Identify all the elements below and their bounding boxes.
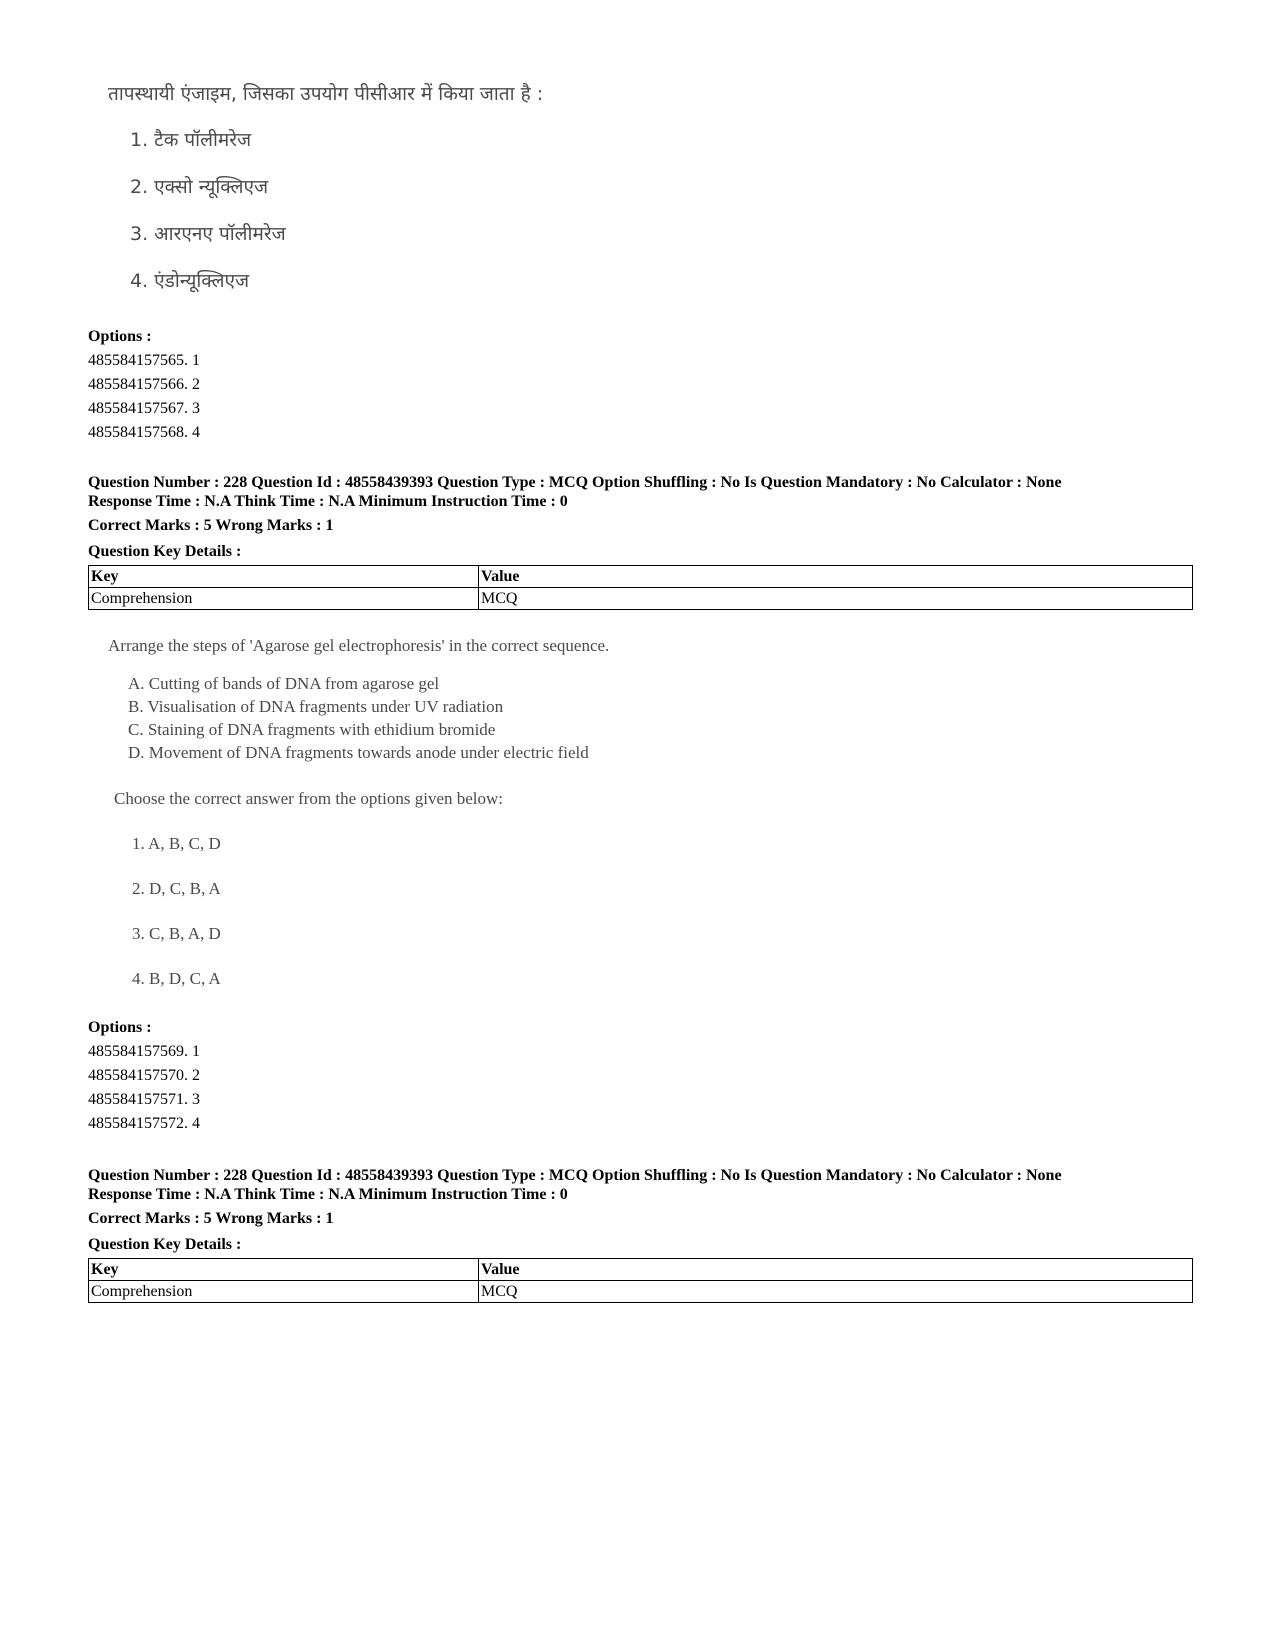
options-label: Options : xyxy=(88,328,152,345)
marks-line: Correct Marks : 5 Wrong Marks : 1 xyxy=(88,517,334,534)
table-row xyxy=(89,588,1193,610)
option-item: 485584157565. 1 xyxy=(88,352,200,369)
table-cell-key: Comprehension xyxy=(89,1281,479,1303)
table-header-key: Key xyxy=(89,566,479,588)
option-item: 485584157568. 4 xyxy=(88,424,200,441)
question-2-prompt: Choose the correct answer from the options given below: xyxy=(114,789,504,808)
table-header-key: Key xyxy=(89,1259,479,1281)
statement: D. Movement of DNA fragments towards anode under electric field xyxy=(128,743,589,762)
table-header-row xyxy=(89,566,1193,588)
question-1-stem: तापस्थायी एंजाइम, जिसका उपयोग पीसीआर में किया जाता है : xyxy=(108,83,544,105)
question-2-stem: Arrange the steps of 'Agarose gel electrophoresis' in the correct sequence. xyxy=(108,636,610,655)
question-3-meta xyxy=(88,1166,1193,1303)
question-2-meta xyxy=(88,473,1193,610)
question-1-choice: 4. एंडोन्यूक्लिएज xyxy=(130,270,250,292)
key-details-label: Question Key Details : xyxy=(88,1236,242,1253)
statement: B. Visualisation of DNA fragments under UV radiation xyxy=(128,697,504,716)
question-1-options xyxy=(88,325,1193,445)
question-meta-line: Question Number : 228 Question Id : 48558439393 Question Type : MCQ Option Shuffling : No Is Question Mandatory : No Calculator : None xyxy=(88,1167,1062,1184)
option-item: 485584157570. 2 xyxy=(88,1067,200,1084)
options-label: Options : xyxy=(88,1019,152,1036)
question-2-choice: 3. C, B, A, D xyxy=(132,924,221,943)
statement: C. Staining of DNA fragments with ethidium bromide xyxy=(128,720,496,739)
option-item: 485584157567. 3 xyxy=(88,400,200,417)
table-cell-key: Comprehension xyxy=(89,588,479,610)
marks-line: Correct Marks : 5 Wrong Marks : 1 xyxy=(88,1210,334,1227)
question-1-choice: 3. आरएनए पॉलीमरेज xyxy=(130,223,286,245)
statement: A. Cutting of bands of DNA from agarose gel xyxy=(128,674,440,693)
question-1-choice: 1. टैक पॉलीमरेज xyxy=(130,129,252,151)
table-header-value: Value xyxy=(479,1259,1193,1281)
question-meta-line: Response Time : N.A Think Time : N.A Minimum Instruction Time : 0 xyxy=(88,1186,568,1203)
option-item: 485584157571. 3 xyxy=(88,1091,200,1108)
option-item: 485584157566. 2 xyxy=(88,376,200,393)
question-1-choice: 2. एक्सो न्यूक्लिएज xyxy=(130,176,269,198)
table-cell-value: MCQ xyxy=(479,1281,1193,1303)
table-header-value: Value xyxy=(479,566,1193,588)
table-header-row xyxy=(89,1259,1193,1281)
question-2-choice: 2. D, C, B, A xyxy=(132,879,221,898)
table-cell-value: MCQ xyxy=(479,588,1193,610)
key-details-table xyxy=(88,565,1193,610)
question-2-choice: 4. B, D, C, A xyxy=(132,969,221,988)
question-2-options xyxy=(88,1016,1193,1136)
question-meta-line: Response Time : N.A Think Time : N.A Minimum Instruction Time : 0 xyxy=(88,493,568,510)
question-meta-line: Question Number : 228 Question Id : 48558439393 Question Type : MCQ Option Shuffling : No Is Question Mandatory : No Calculator : None xyxy=(88,474,1062,491)
key-details-table xyxy=(88,1258,1193,1303)
question-2-choice: 1. A, B, C, D xyxy=(132,834,221,853)
option-item: 485584157569. 1 xyxy=(88,1043,200,1060)
table-row xyxy=(89,1281,1193,1303)
key-details-label: Question Key Details : xyxy=(88,543,242,560)
option-item: 485584157572. 4 xyxy=(88,1115,200,1132)
